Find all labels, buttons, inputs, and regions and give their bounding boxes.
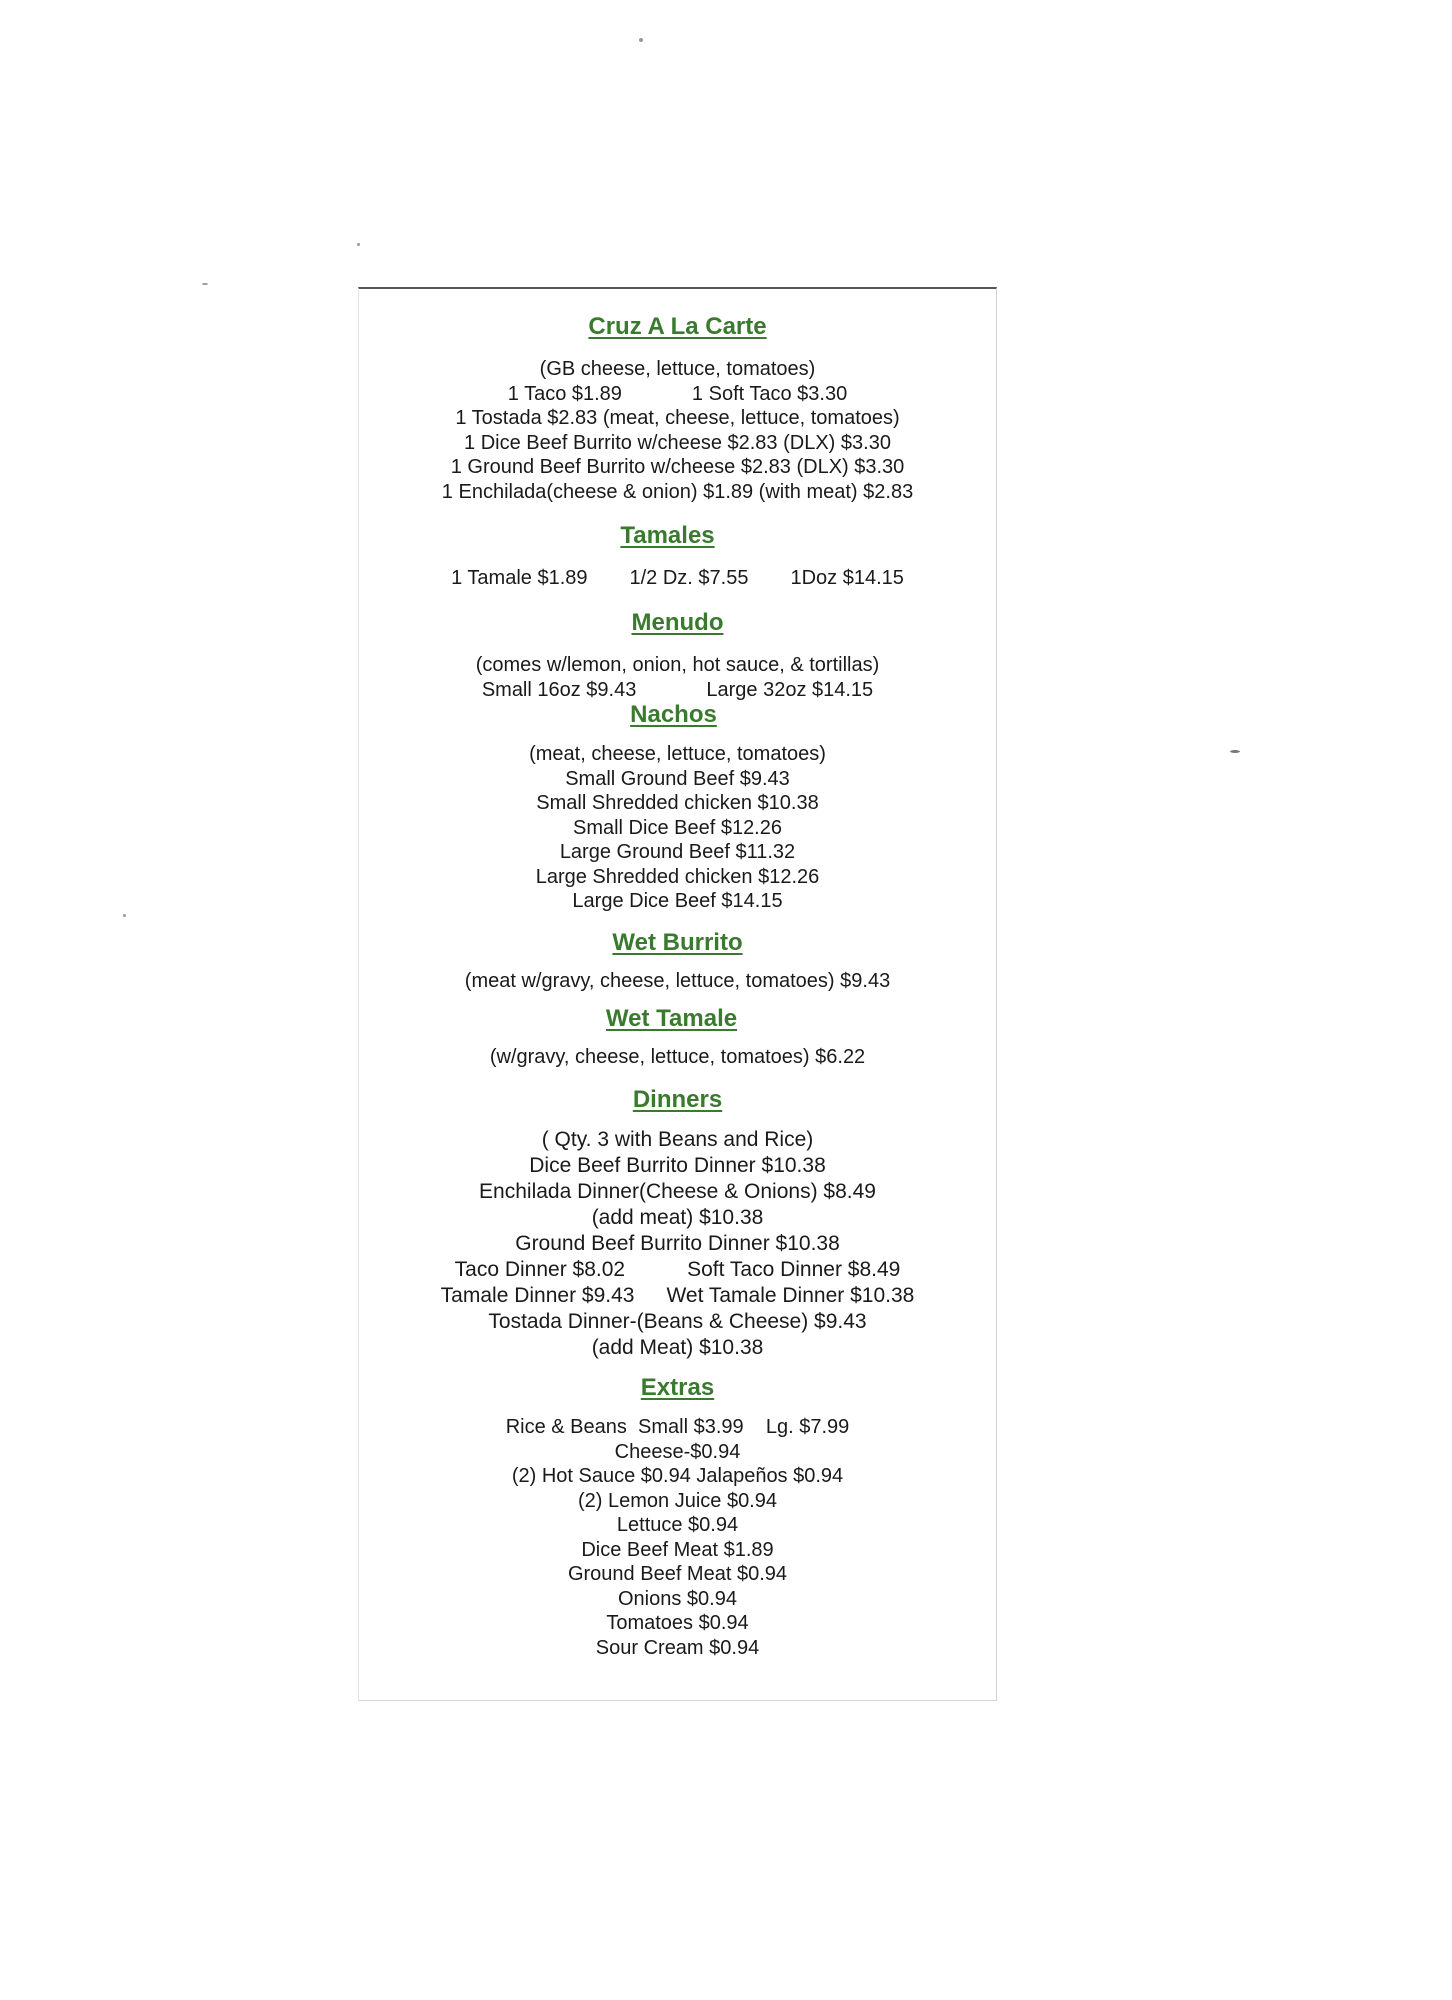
menu-item: 1 Tamale $1.89 (451, 567, 588, 589)
menu-item: 1 Ground Beef Burrito w/cheese $2.83 (DLX) $3.30 (450, 456, 905, 478)
menu-item: Small Dice Beef $12.26 (572, 816, 782, 839)
scan-speck (1230, 750, 1240, 753)
wet-tamale-heading: Wet Tamale (605, 1005, 738, 1032)
wet-burrito-heading: Wet Burrito (612, 929, 743, 956)
scan-speck (639, 38, 643, 42)
menudo-note: (comes w/lemon, onion, hot sauce, & tortillas) (475, 654, 880, 676)
menu-item: (meat, cheese, lettuce, tomatoes) (529, 743, 826, 765)
menu-item: Dice Beef Meat $1.89 (581, 1538, 774, 1561)
menu-item: Tomatoes $0.94 (606, 1612, 749, 1634)
menu-item: Wet Tamale Dinner $10.38 (666, 1284, 915, 1307)
dinners-heading: Dinners (632, 1086, 723, 1113)
menu-item: Soft Taco Dinner $8.49 (687, 1258, 901, 1281)
alacarte-heading: Cruz A La Carte (588, 313, 767, 340)
menu-item: Large Ground Beef $11.32 (559, 841, 796, 863)
menu-item: (2) Hot Sauce $0.94 Jalapeños $0.94 (511, 1465, 844, 1487)
menu-item: Enchilada Dinner(Cheese & Onions) $8.49 (479, 1180, 876, 1203)
alacarte-section (359, 357, 996, 504)
menu-item: Taco Dinner $8.02 (454, 1258, 626, 1281)
menu-item: (add Meat) $10.38 (591, 1336, 764, 1359)
extras-heading: Extras (640, 1374, 715, 1401)
menu-item: Large 32oz $14.15 (706, 678, 874, 701)
menu-item: Small 16oz $9.43 (481, 678, 637, 701)
menu-item: (add meat) $10.38 (591, 1206, 764, 1229)
scan-speck (123, 914, 126, 917)
menu-item: 1 Enchilada(cheese & onion) $1.89 (with meat) $2.83 (441, 480, 914, 503)
menu-item: (w/gravy, cheese, lettuce, tomatoes) $6.22 (489, 1046, 866, 1068)
menu-item: Large Shredded chicken $12.26 (535, 865, 820, 888)
menu-item: Sour Cream $0.94 (595, 1636, 760, 1659)
menu-item: (2) Lemon Juice $0.94 (577, 1489, 777, 1512)
menu-item: Ground Beef Meat $0.94 (567, 1563, 788, 1585)
wet-tamale-section (359, 1045, 996, 1070)
menu-item: Tamale Dinner $9.43 (440, 1284, 635, 1307)
menu-item: Dice Beef Burrito Dinner $10.38 (529, 1154, 826, 1177)
tamales-section (359, 566, 996, 591)
taco-item: 1 Taco $1.89 (507, 382, 622, 405)
menu-item: Cheese-$0.94 (614, 1440, 741, 1463)
menu-item: Small Ground Beef $9.43 (565, 767, 790, 790)
alacarte-taco-row (359, 382, 996, 407)
menu-item: Rice & Beans Small $3.99 Lg. $7.99 (505, 1416, 850, 1438)
menu-item: 1/2 Dz. $7.55 (629, 567, 749, 589)
menudo-section (359, 653, 996, 702)
menu-item: 1 Tostada $2.83 (meat, cheese, lettuce, tomatoes) (455, 407, 900, 429)
menudo-heading: Menudo (631, 609, 724, 636)
nachos-section (359, 742, 996, 914)
scan-speck (202, 283, 208, 285)
tamales-heading: Tamales (620, 522, 715, 549)
menu-item: Ground Beef Burrito Dinner $10.38 (515, 1232, 840, 1255)
menu-item: Tostada Dinner-(Beans & Cheese) $9.43 (488, 1310, 867, 1333)
wet-burrito-section (359, 969, 996, 994)
dinners-note: ( Qty. 3 with Beans and Rice) (541, 1128, 814, 1151)
menu-item: Lettuce $0.94 (616, 1514, 739, 1536)
soft-taco-item: 1 Soft Taco $3.30 (691, 382, 848, 405)
menu-item: (meat w/gravy, cheese, lettuce, tomatoes) $9.43 (464, 970, 891, 992)
nachos-heading: Nachos (630, 701, 717, 728)
alacarte-note: (GB cheese, lettuce, tomatoes) (539, 358, 816, 380)
dinners-section (359, 1127, 996, 1361)
menu-card (358, 287, 997, 1701)
menu-item: Large Dice Beef $14.15 (572, 890, 783, 912)
menu-item: 1Doz $14.15 (790, 567, 904, 589)
menu-item: Onions $0.94 (618, 1587, 737, 1610)
menu-item: 1 Dice Beef Burrito w/cheese $2.83 (DLX) $3.30 (464, 431, 891, 454)
extras-section (359, 1415, 996, 1660)
scan-speck (357, 243, 360, 246)
menu-item: Small Shredded chicken $10.38 (536, 792, 819, 814)
